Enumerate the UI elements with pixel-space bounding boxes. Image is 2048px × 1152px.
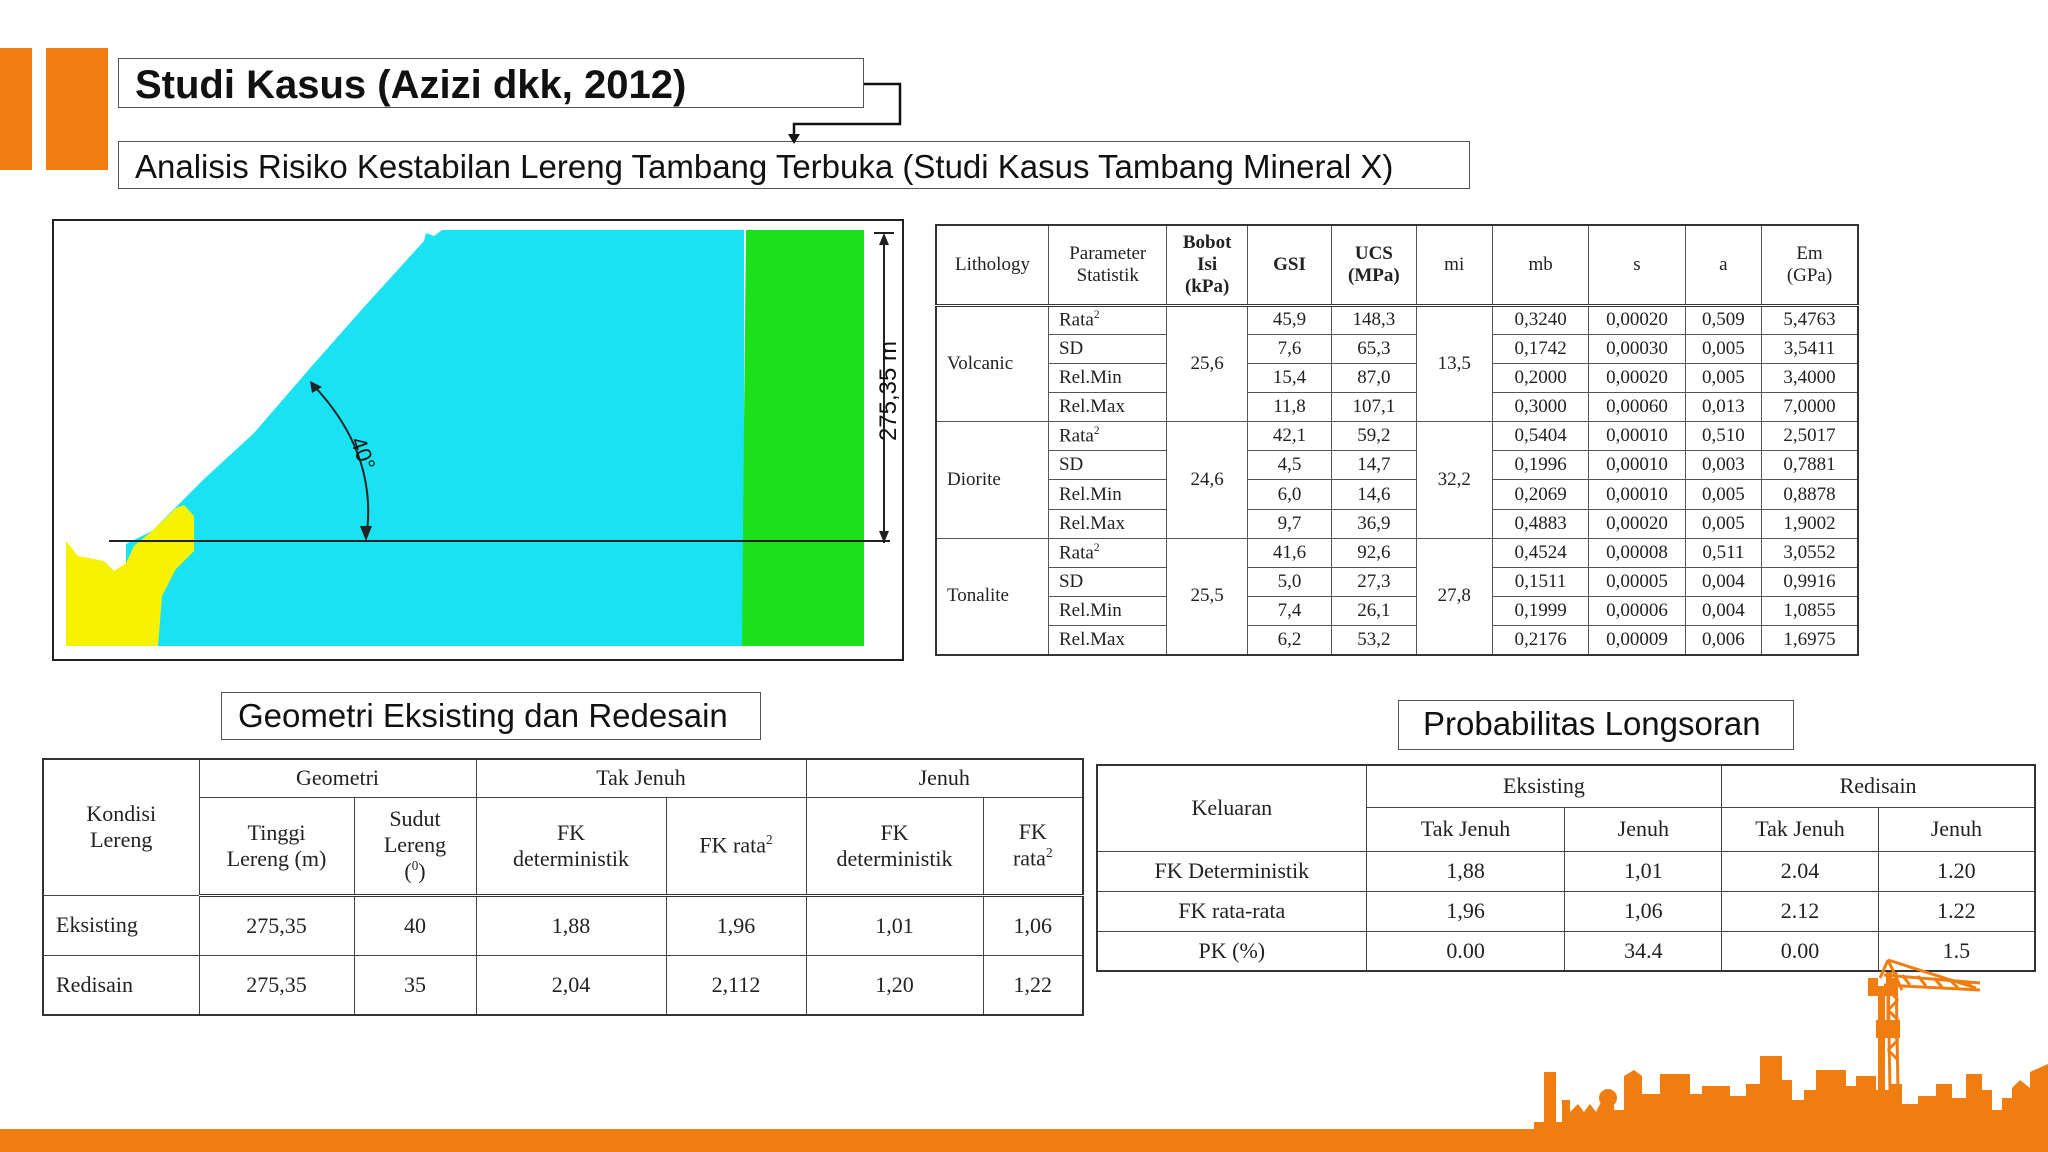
em-value: 1,0855 bbox=[1762, 597, 1858, 626]
param-statistik: Rel.Min bbox=[1048, 597, 1167, 626]
param-statistik: SD bbox=[1048, 567, 1167, 596]
col-ucs: UCS (MPa) bbox=[1332, 225, 1416, 305]
col-gsi: GSI bbox=[1247, 225, 1331, 305]
em-value: 0,9916 bbox=[1762, 567, 1858, 596]
gsi-value: 41,6 bbox=[1247, 538, 1331, 567]
col-em: Em (GPa) bbox=[1762, 225, 1858, 305]
ucs-value: 53,2 bbox=[1332, 626, 1416, 655]
col-lithology: Lithology bbox=[936, 225, 1048, 305]
s-value: 0,00009 bbox=[1589, 626, 1685, 655]
em-value: 1,9002 bbox=[1762, 509, 1858, 538]
param-statistik: Rata$^2$ bbox=[1048, 305, 1167, 334]
col-mb: mb bbox=[1492, 225, 1588, 305]
keluaran-label: FK rata-rata bbox=[1097, 891, 1366, 931]
col-kondisi: Kondisi Lereng bbox=[43, 759, 199, 895]
ucs-value: 65,3 bbox=[1332, 334, 1416, 363]
a-value: 0,006 bbox=[1685, 626, 1761, 655]
mb-value: 0,1742 bbox=[1492, 334, 1588, 363]
gsi-value: 7,6 bbox=[1247, 334, 1331, 363]
a-value: 0,511 bbox=[1685, 538, 1761, 567]
em-value: 0,8878 bbox=[1762, 480, 1858, 509]
ucs-value: 26,1 bbox=[1332, 597, 1416, 626]
param-statistik: Rel.Max bbox=[1048, 626, 1167, 655]
col-eks-tak-jenuh: Tak Jenuh bbox=[1366, 807, 1565, 851]
em-value: 3,0552 bbox=[1762, 538, 1858, 567]
col-eks-jenuh: Jenuh bbox=[1565, 807, 1722, 851]
probability-value: 1,96 bbox=[1366, 891, 1565, 931]
geometry-cell-tj-rata: 1,96 bbox=[666, 895, 806, 955]
mi-value: 32,2 bbox=[1416, 422, 1492, 539]
em-value: 5,4763 bbox=[1762, 305, 1858, 334]
mb-value: 0,1511 bbox=[1492, 567, 1588, 596]
geometry-label: Geometri Eksisting dan Redesain bbox=[221, 692, 761, 740]
s-value: 0,00010 bbox=[1589, 480, 1685, 509]
col-parameter: Parameter Statistik bbox=[1048, 225, 1167, 305]
mb-value: 0,2176 bbox=[1492, 626, 1588, 655]
s-value: 0,00005 bbox=[1589, 567, 1685, 596]
a-value: 0,004 bbox=[1685, 567, 1761, 596]
gsi-value: 7,4 bbox=[1247, 597, 1331, 626]
geometry-cell-sudut: 40 bbox=[354, 895, 476, 955]
lithology-name: Tonalite bbox=[936, 538, 1048, 655]
col-fk-rata-j: FK rata$^2$ bbox=[983, 797, 1083, 895]
col-redisain: Redisain bbox=[1722, 765, 2035, 807]
ucs-value: 27,3 bbox=[1332, 567, 1416, 596]
ucs-value: 92,6 bbox=[1332, 538, 1416, 567]
param-statistik: Rel.Max bbox=[1048, 392, 1167, 421]
gsi-value: 15,4 bbox=[1247, 363, 1331, 392]
gsi-value: 42,1 bbox=[1247, 422, 1331, 451]
param-statistik: Rel.Min bbox=[1048, 363, 1167, 392]
geometry-cell-j-rata: 1,06 bbox=[983, 895, 1083, 955]
col-tinggi: Tinggi Lereng (m) bbox=[199, 797, 354, 895]
col-geometri: Geometri bbox=[199, 759, 476, 797]
kondisi-lereng: Eksisting bbox=[43, 895, 199, 955]
param-statistik: SD bbox=[1048, 334, 1167, 363]
ucs-value: 148,3 bbox=[1332, 305, 1416, 334]
gsi-value: 4,5 bbox=[1247, 451, 1331, 480]
param-statistik: Rata$^2$ bbox=[1048, 538, 1167, 567]
gsi-value: 9,7 bbox=[1247, 509, 1331, 538]
geometry-cell-j-det: 1,01 bbox=[806, 895, 983, 955]
geometry-cell-tinggi: 275,35 bbox=[199, 955, 354, 1015]
a-value: 0,005 bbox=[1685, 480, 1761, 509]
a-value: 0,005 bbox=[1685, 363, 1761, 392]
probability-value: 34.4 bbox=[1565, 931, 1722, 971]
mb-value: 0,4883 bbox=[1492, 509, 1588, 538]
page-title: Studi Kasus (Azizi dkk, 2012) bbox=[118, 58, 864, 108]
param-statistik: Rata$^2$ bbox=[1048, 422, 1167, 451]
s-value: 0,00020 bbox=[1589, 305, 1685, 334]
s-value: 0,00020 bbox=[1589, 509, 1685, 538]
gsi-value: 5,0 bbox=[1247, 567, 1331, 596]
col-red-jenuh: Jenuh bbox=[1878, 807, 2035, 851]
em-value: 0,7881 bbox=[1762, 451, 1858, 480]
keluaran-label: PK (%) bbox=[1097, 931, 1366, 971]
mi-value: 27,8 bbox=[1416, 538, 1492, 655]
probability-value: 1,01 bbox=[1565, 851, 1722, 891]
probability-value: 0.00 bbox=[1722, 931, 1879, 971]
gsi-value: 6,2 bbox=[1247, 626, 1331, 655]
gsi-value: 45,9 bbox=[1247, 305, 1331, 334]
col-fk-det-tj: FK deterministik bbox=[476, 797, 666, 895]
gsi-value: 11,8 bbox=[1247, 392, 1331, 421]
col-jenuh: Jenuh bbox=[806, 759, 1083, 797]
a-value: 0,004 bbox=[1685, 597, 1761, 626]
a-value: 0,005 bbox=[1685, 334, 1761, 363]
mi-value: 13,5 bbox=[1416, 305, 1492, 422]
col-s: s bbox=[1589, 225, 1685, 305]
a-value: 0,510 bbox=[1685, 422, 1761, 451]
col-fk-rata-tj: FK rata$^2$ bbox=[666, 797, 806, 895]
col-fk-det-j: FK deterministik bbox=[806, 797, 983, 895]
em-value: 3,5411 bbox=[1762, 334, 1858, 363]
param-statistik: SD bbox=[1048, 451, 1167, 480]
a-value: 0,013 bbox=[1685, 392, 1761, 421]
col-bobot: Bobot Isi (kPa) bbox=[1167, 225, 1247, 305]
geometry-cell-j-det: 1,20 bbox=[806, 955, 983, 1015]
a-value: 0,003 bbox=[1685, 451, 1761, 480]
s-value: 0,00060 bbox=[1589, 392, 1685, 421]
probability-value: 1,88 bbox=[1366, 851, 1565, 891]
ucs-value: 107,1 bbox=[1332, 392, 1416, 421]
s-value: 0,00008 bbox=[1589, 538, 1685, 567]
bobot-isi: 25,5 bbox=[1167, 538, 1247, 655]
col-red-tak-jenuh: Tak Jenuh bbox=[1722, 807, 1879, 851]
col-eksisting: Eksisting bbox=[1366, 765, 1722, 807]
mb-value: 0,5404 bbox=[1492, 422, 1588, 451]
lithology-name: Volcanic bbox=[936, 305, 1048, 422]
ucs-value: 14,7 bbox=[1332, 451, 1416, 480]
probability-label: Probabilitas Longsoran bbox=[1398, 700, 1794, 750]
s-value: 0,00020 bbox=[1589, 363, 1685, 392]
bobot-isi: 25,6 bbox=[1167, 305, 1247, 422]
bobot-isi: 24,6 bbox=[1167, 422, 1247, 539]
mb-value: 0,4524 bbox=[1492, 538, 1588, 567]
s-value: 0,00006 bbox=[1589, 597, 1685, 626]
s-value: 0,00030 bbox=[1589, 334, 1685, 363]
geometry-cell-tj-det: 2,04 bbox=[476, 955, 666, 1015]
probability-value: 2.04 bbox=[1722, 851, 1879, 891]
em-value: 1,6975 bbox=[1762, 626, 1858, 655]
probability-value: 1.5 bbox=[1878, 931, 2035, 971]
kondisi-lereng: Redisain bbox=[43, 955, 199, 1015]
mb-value: 0,3240 bbox=[1492, 305, 1588, 334]
param-statistik: Rel.Min bbox=[1048, 480, 1167, 509]
geometry-cell-tj-det: 1,88 bbox=[476, 895, 666, 955]
s-value: 0,00010 bbox=[1589, 451, 1685, 480]
gsi-value: 6,0 bbox=[1247, 480, 1331, 509]
ucs-value: 14,6 bbox=[1332, 480, 1416, 509]
height-label: 275,35 m bbox=[875, 340, 902, 442]
a-value: 0,005 bbox=[1685, 509, 1761, 538]
a-value: 0,509 bbox=[1685, 305, 1761, 334]
col-sudut: Sudut Lereng ($^0$) bbox=[354, 797, 476, 895]
col-tak-jenuh: Tak Jenuh bbox=[476, 759, 806, 797]
col-keluaran: Keluaran bbox=[1097, 765, 1366, 851]
param-statistik: Rel.Max bbox=[1048, 509, 1167, 538]
em-value: 3,4000 bbox=[1762, 363, 1858, 392]
probability-value: 1.20 bbox=[1878, 851, 2035, 891]
probability-value: 1,06 bbox=[1565, 891, 1722, 931]
ucs-value: 87,0 bbox=[1332, 363, 1416, 392]
mb-value: 0,2069 bbox=[1492, 480, 1588, 509]
geometry-cell-j-rata: 1,22 bbox=[983, 955, 1083, 1015]
mb-value: 0,3000 bbox=[1492, 392, 1588, 421]
mb-value: 0,1999 bbox=[1492, 597, 1588, 626]
page-subtitle: Analisis Risiko Kestabilan Lereng Tambang Terbuka (Studi Kasus Tambang Mineral X) bbox=[118, 141, 1470, 189]
col-mi: mi bbox=[1416, 225, 1492, 305]
geometry-cell-sudut: 35 bbox=[354, 955, 476, 1015]
s-value: 0,00010 bbox=[1589, 422, 1685, 451]
mb-value: 0,2000 bbox=[1492, 363, 1588, 392]
geometry-cell-tj-rata: 2,112 bbox=[666, 955, 806, 1015]
em-value: 7,0000 bbox=[1762, 392, 1858, 421]
col-a: a bbox=[1685, 225, 1761, 305]
ucs-value: 36,9 bbox=[1332, 509, 1416, 538]
probability-value: 2.12 bbox=[1722, 891, 1879, 931]
probability-value: 1.22 bbox=[1878, 891, 2035, 931]
ucs-value: 59,2 bbox=[1332, 422, 1416, 451]
em-value: 2,5017 bbox=[1762, 422, 1858, 451]
angle-label: 40° bbox=[345, 433, 381, 474]
lithology-name: Diorite bbox=[936, 422, 1048, 539]
mb-value: 0,1996 bbox=[1492, 451, 1588, 480]
keluaran-label: FK Deterministik bbox=[1097, 851, 1366, 891]
probability-value: 0.00 bbox=[1366, 931, 1565, 971]
geometry-cell-tinggi: 275,35 bbox=[199, 895, 354, 955]
